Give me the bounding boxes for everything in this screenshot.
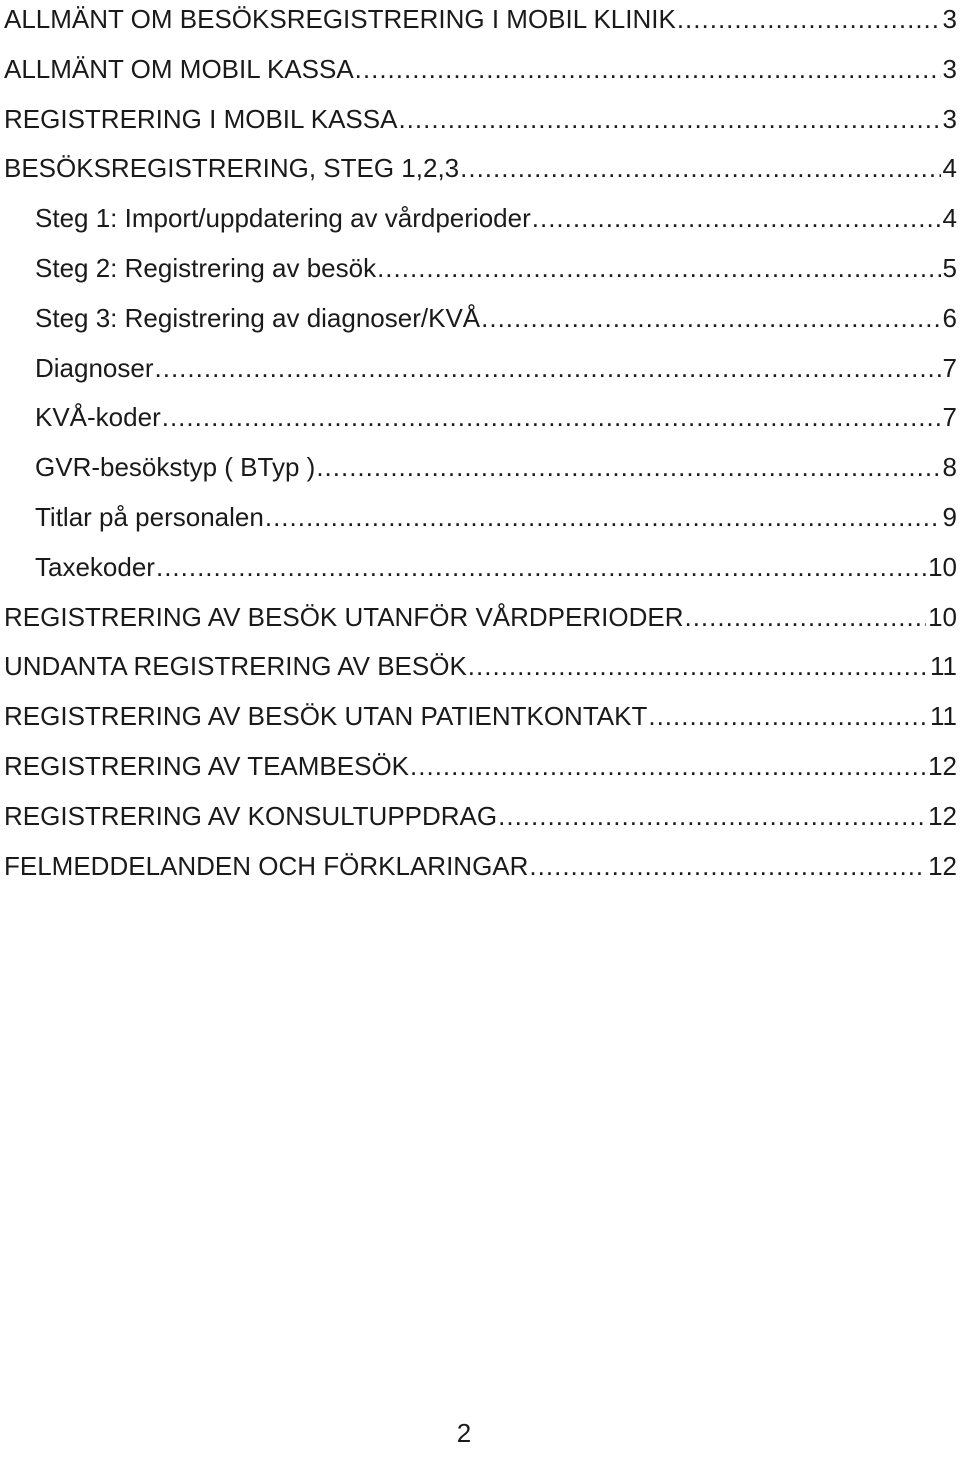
- toc-entry-page: 7: [942, 352, 957, 383]
- toc-entry-title: FELMEDDELANDEN OCH FÖRKLARINGAR: [4, 850, 529, 881]
- toc-entry[interactable]: [4, 797, 957, 847]
- toc-leader-dots: [155, 349, 941, 387]
- toc-leader-dots: [316, 448, 940, 486]
- toc-entry[interactable]: [4, 100, 957, 150]
- toc-leader-dots: [265, 498, 941, 536]
- toc-entry-page: 5: [942, 252, 957, 283]
- toc-entry-page: 12: [928, 750, 957, 781]
- toc-subentry[interactable]: [4, 249, 957, 299]
- toc-entry-page: 8: [942, 452, 957, 483]
- toc-entry-title: REGISTRERING AV BESÖK UTAN PATIENTKONTAKT: [4, 701, 648, 732]
- toc-entry-title: Steg 3: Registrering av diagnoser/KVÅ: [35, 302, 481, 333]
- toc-leader-dots: [162, 398, 941, 436]
- toc-entry-page: 4: [942, 203, 957, 234]
- toc-leader-dots: [529, 847, 926, 885]
- toc-entry[interactable]: [4, 50, 957, 100]
- toc-entry-page: 10: [928, 551, 957, 582]
- toc-entry-page: 6: [942, 302, 957, 333]
- toc-entry-page: 11: [930, 701, 957, 732]
- toc-leader-dots: [677, 0, 941, 38]
- toc-subentry[interactable]: [4, 349, 957, 399]
- toc-subentry[interactable]: [4, 299, 957, 349]
- toc-entry-title: UNDANTA REGISTRERING AV BESÖK: [4, 651, 467, 682]
- toc-entry-title: KVÅ-koder: [35, 402, 161, 433]
- toc-entry-page: 3: [942, 103, 957, 134]
- toc-leader-dots: [460, 149, 940, 187]
- toc-entry-title: ALLMÄNT OM BESÖKSREGISTRERING I MOBIL KLINIK: [4, 4, 676, 34]
- toc-entry-title: REGISTRERING I MOBIL KASSA: [4, 103, 398, 134]
- toc-leader-dots: [481, 299, 940, 337]
- toc-entry-title: REGISTRERING AV BESÖK UTANFÖR VÅRDPERIODER: [4, 601, 684, 632]
- toc-subentry[interactable]: [4, 498, 957, 548]
- toc-entry[interactable]: [4, 149, 957, 199]
- toc-leader-dots: [355, 50, 941, 88]
- toc-leader-dots: [468, 647, 928, 685]
- toc-entry[interactable]: [4, 647, 957, 697]
- toc-entry-page: 3: [942, 4, 957, 34]
- toc-entry-title: Steg 1: Import/uppdatering av vårdperioder: [35, 203, 531, 234]
- toc-entry-page: 3: [942, 53, 957, 84]
- toc-subentry[interactable]: [4, 199, 957, 249]
- toc-entry-page: 12: [928, 800, 957, 831]
- toc-leader-dots: [648, 697, 928, 735]
- toc-entry[interactable]: [4, 697, 957, 747]
- toc-entry[interactable]: [4, 847, 957, 897]
- toc-entry-title: ALLMÄNT OM MOBIL KASSA: [4, 53, 354, 84]
- toc-entry-title: GVR-besökstyp ( BTyp ): [35, 452, 316, 483]
- toc-entry-title: REGISTRERING AV TEAMBESÖK: [4, 750, 410, 781]
- toc-entry-title: Steg 2: Registrering av besök: [35, 252, 377, 283]
- toc-entry-title: Titlar på personalen: [35, 501, 264, 532]
- toc-entry-page: 11: [930, 651, 957, 682]
- toc-entry[interactable]: [4, 598, 957, 648]
- toc-entry-title: Diagnoser: [35, 352, 154, 383]
- toc-subentry[interactable]: [4, 448, 957, 498]
- toc-leader-dots: [377, 249, 940, 287]
- toc-leader-dots: [410, 747, 926, 785]
- toc-entry-title: REGISTRERING AV KONSULTUPPDRAG: [4, 800, 498, 831]
- toc-entry[interactable]: [4, 0, 957, 50]
- toc-entry[interactable]: [4, 747, 957, 797]
- toc-entry-page: 10: [928, 601, 957, 632]
- toc-subentry[interactable]: [4, 398, 957, 448]
- toc-entry-page: 12: [928, 850, 957, 881]
- toc-entry-title: BESÖKSREGISTRERING, STEG 1,2,3: [4, 153, 460, 184]
- toc-leader-dots: [398, 100, 940, 138]
- toc-leader-dots: [684, 598, 926, 636]
- toc-leader-dots: [156, 548, 926, 586]
- toc-leader-dots: [532, 199, 941, 237]
- toc-entry-page: 4: [942, 153, 957, 184]
- table-of-contents: [4, 0, 957, 896]
- toc-leader-dots: [498, 797, 926, 835]
- page-number: 2: [456, 1418, 472, 1448]
- toc-entry-page: 7: [942, 402, 957, 433]
- toc-entry-title: Taxekoder: [35, 551, 155, 582]
- toc-subentry[interactable]: [4, 548, 957, 598]
- toc-entry-page: 9: [942, 501, 957, 532]
